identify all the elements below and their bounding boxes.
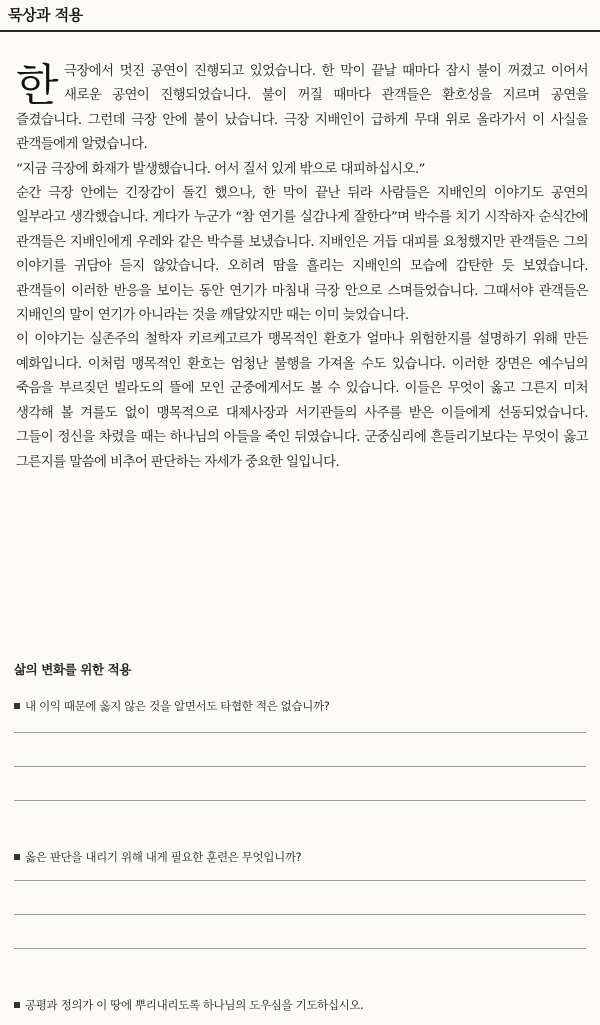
prayer-prompt [14, 997, 586, 1013]
story-paragraph: 이 이야기는 실존주의 철학자 키르케고르가 맹목적인 환호가 얼마나 위험한지를 설명하기 위해 만든 예화입니다. 이처럼 맹목적인 환호는 엄청난 불행을 가져올 수도 있습니다. 이러한 장면은 예수님의 죽음을 부르짖던 빌라도의 뜰에 모인 군중에게서도 볼 수 있습니다. 이들은 무엇이 옳고 그른지 미처 생각해 볼 겨를도 없이 맹목적으로 대제사장과 서기관들의 사주를 받은 이들에게 선동되었습니다. 그들이 정신을 차렸을 때는 하나님의 아들을 죽인 뒤였습니다. 군중심리에 흔들리기보다는 무엇이 옳고 그른지를 말씀에 비추어 판단하는 자세가 중요한 일입니다. [16, 332, 588, 470]
question-1 [14, 698, 586, 714]
question-1-text: 내 이익 때문에 옳지 않은 것을 알면서도 타협한 적은 없습니까? [25, 699, 330, 713]
question-2-text: 옳은 판단을 내리기 위해 내게 필요한 훈련은 무엇입니까? [25, 850, 302, 864]
drop-cap: 한 [16, 60, 58, 111]
story-body [16, 60, 588, 475]
answer-line[interactable] [14, 880, 586, 881]
page-header [0, 0, 600, 32]
application-heading: 삶의 변화를 위한 적용 [14, 662, 131, 677]
answer-line[interactable] [14, 948, 586, 949]
question-2 [14, 849, 586, 865]
prayer-prompt-text: 공평과 정의가 이 땅에 뿌리내리도록 하나님의 도우심을 기도하십시오. [25, 998, 364, 1012]
answer-line[interactable] [14, 914, 586, 915]
square-bullet-icon [14, 703, 20, 709]
answer-line[interactable] [14, 800, 586, 801]
story-paragraph: 순간 극장 안에는 긴장감이 돌긴 했으나, 한 막이 끝난 뒤라 사람들은 지배인의 이야기도 공연의 일부라고 생각했습니다. 게다가 누군가 “참 연기를 실감나게 잘한다”며 박수를 치기 시작하자 순식간에 관객들은 지배인에게 우레와 같은 박수를 보냈습니다. 지배인은 거듭 대피를 요청했지만 관객들은 그의 이야기를 귀담아 듣지 않았습니다. 오히려 땀을 흘리는 지배인의 모습에 감탄한 듯 보였습니다. 관객들이 이러한 반응을 보이는 동안 연기가 마침내 극장 안으로 스며들었습니다. 그때서야 관객들은 지배인의 말이 연기가 아니라는 것을 깨달았지만 때는 이미 늦었습니다. [16, 186, 588, 324]
square-bullet-icon [14, 1002, 20, 1008]
square-bullet-icon [14, 854, 20, 860]
story-paragraph: 극장에서 멋진 공연이 진행되고 있었습니다. 한 막이 끝날 때마다 잠시 불이 꺼졌고 이어서 새로운 공연이 진행되었습니다. 불이 꺼질 때마다 관객들은 환호성을 지르며 공연을 즐겼습니다. 그런데 극장 안에 불이 났습니다. 극장 지배인이 급하게 무대 위로 올라가서 이 사실을 관객들에게 알렸습니다. [16, 64, 588, 153]
answer-line[interactable] [14, 732, 586, 733]
story-quote: “지금 극장에 화재가 발생했습니다. 어서 질서 있게 밖으로 대피하십시오.” [16, 161, 425, 177]
page-title: 묵상과 적용 [8, 6, 83, 24]
answer-line[interactable] [14, 766, 586, 767]
